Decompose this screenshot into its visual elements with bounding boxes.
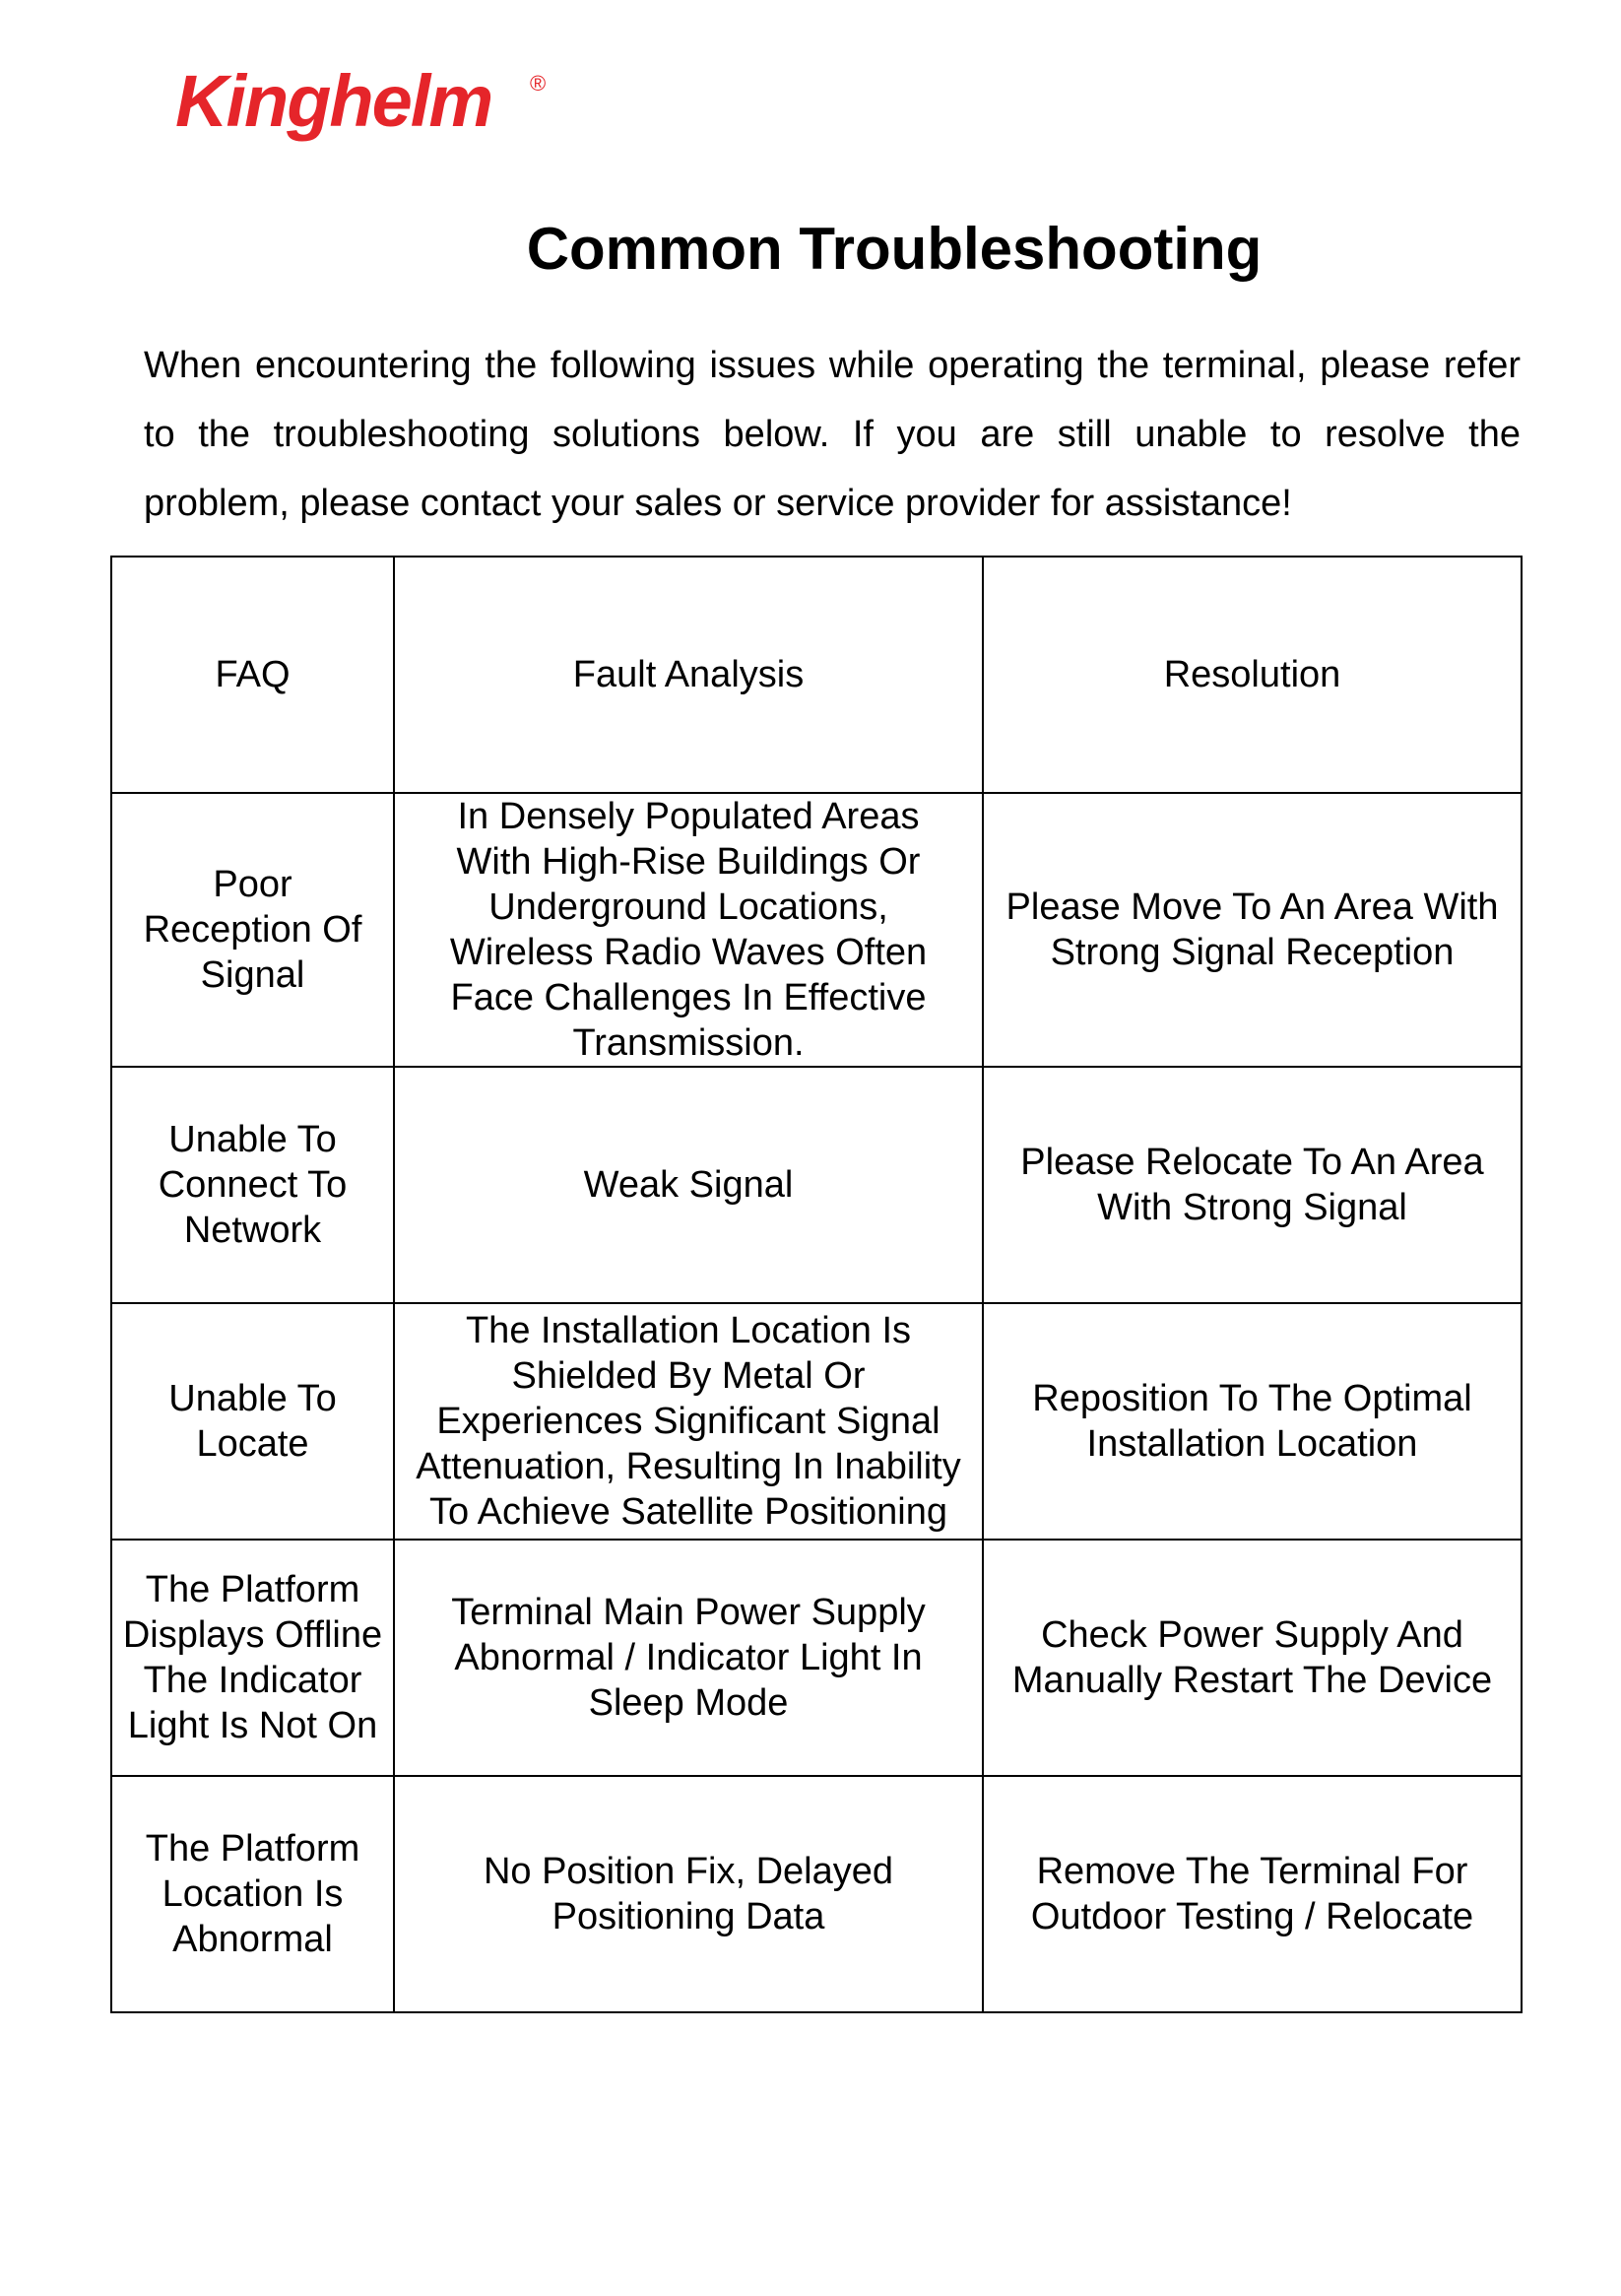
table-row [111, 1067, 1522, 1303]
resolution-cell: Please Move To An Area With Strong Signal Reception [983, 793, 1522, 1067]
registered-trademark-mark: ® [530, 71, 547, 96]
faq-cell: The Platform Displays Offline The Indicator Light Is Not On [111, 1540, 394, 1776]
table-row [111, 1776, 1522, 2012]
resolution-cell: Please Relocate To An Area With Strong Signal [983, 1067, 1522, 1303]
analysis-cell: Weak Signal [394, 1067, 983, 1303]
table-row [111, 1540, 1522, 1776]
analysis-cell: In Densely Populated Areas With High-Rise Buildings Or Underground Locations, Wireless Radio Waves Often Face Challenges In Effective Transmission. [394, 793, 983, 1067]
faq-cell: Poor Reception Of Signal [111, 793, 394, 1067]
analysis-cell: No Position Fix, Delayed Positioning Data [394, 1776, 983, 2012]
faq-cell: Unable To Connect To Network [111, 1067, 394, 1303]
table-row [111, 1303, 1522, 1540]
resolution-cell: Reposition To The Optimal Installation Location [983, 1303, 1522, 1540]
resolution-cell: Check Power Supply And Manually Restart The Device [983, 1540, 1522, 1776]
faq-cell: The Platform Location Is Abnormal [111, 1776, 394, 2012]
table-header-row [111, 557, 1522, 793]
header-fault-analysis: Fault Analysis [394, 557, 983, 793]
resolution-cell: Remove The Terminal For Outdoor Testing / Relocate [983, 1776, 1522, 2012]
analysis-cell: Terminal Main Power Supply Abnormal / Indicator Light In Sleep Mode [394, 1540, 983, 1776]
intro-paragraph: When encountering the following issues while operating the terminal, please refer to the troubleshooting solutions below. If you are still unable to resolve the problem, please contact your sales or service provider for assistance! [144, 345, 1521, 524]
troubleshooting-table [110, 556, 1523, 2013]
table-row [111, 793, 1522, 1067]
page-title: Common Troubleshooting [526, 216, 1263, 282]
analysis-cell: The Installation Location Is Shielded By Metal Or Experiences Significant Signal Attenuation, Resulting In Inability To Achieve Satellite Positioning [394, 1303, 983, 1540]
header-faq: FAQ [111, 557, 394, 793]
faq-cell: Unable To Locate [111, 1303, 394, 1540]
header-resolution: Resolution [983, 557, 1522, 793]
kinghelm-logo: Kinghelm [175, 60, 492, 142]
